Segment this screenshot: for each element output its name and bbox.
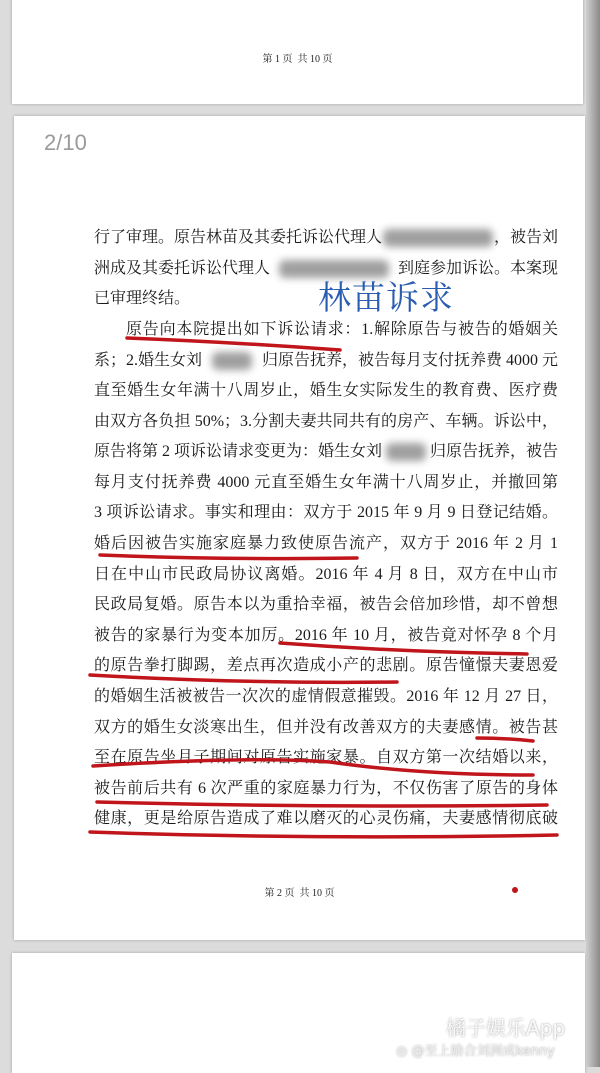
page-indicator: 2/10: [44, 130, 87, 155]
text-segment: 3 项诉讼请求。事实和理由：双方于 2015 年 9 月 9 日登记结婚。: [94, 504, 558, 522]
page-2-footer: 第 2 页 共 10 页: [264, 888, 335, 899]
text-segment: 被告前后共有 6 次严重的家庭暴力行为，不仅伤害了原告的身体: [94, 779, 558, 797]
underline: [280, 643, 527, 654]
text-segment: 洲成及其委托诉讼代理人: [94, 259, 271, 277]
watermark-account-text: @至上励合刘洲成kenny: [411, 1044, 555, 1059]
text-segment: 系；2.婚生女刘: [94, 351, 203, 369]
text-segment: 婚后因被告实施家庭暴力致使原告流产，双方于 2016 年 2 月 1: [94, 534, 558, 552]
text-segment: 民政局复婚。原告本以为重拾幸福，被告会倍加珍惜，却不曾想: [94, 596, 558, 614]
text-segment: 已审理终结。: [94, 290, 191, 308]
underline: [90, 832, 557, 837]
page-1-footer: 第 1 页 共 10 页: [262, 54, 333, 65]
text-segment: 归原告抚养，被告: [429, 443, 558, 461]
text-segment: 到庭参加诉讼。本案现: [397, 259, 558, 277]
underline: [127, 338, 340, 350]
text-segment: 归原告抚养，被告每月支付抚养费 4000 元: [261, 351, 558, 369]
text-segment: 原告向本院提出如下诉讼请求：1.解除原告与被告的婚姻关: [126, 320, 558, 338]
text-segment: 行了审理。原告林苗及其委托诉讼代理人: [94, 229, 383, 247]
text-segment: 直至婚生女年满十八周岁止，婚生女实际发生的教育费、医疗费: [94, 381, 558, 399]
weibo-icon: ◎: [396, 1044, 412, 1059]
text-segment: 日在中山市民政局协议离婚。2016 年 4 月 8 日，双方在中山市: [94, 565, 558, 583]
text-segment: 由双方各负担 50%；3.分割夫妻共同共有的房产、车辆。诉讼中，: [94, 412, 558, 430]
text-segment: ，被告刘: [493, 229, 558, 247]
text-segment: 健康，更是给原告造成了难以磨灭的心灵伤痛，夫妻感情彻底破: [94, 810, 558, 828]
text-segment: 至在原告坐月子期间对原告实施家暴。自双方第一次结婚以来，: [94, 749, 558, 767]
text-segment: 的原告拳打脚踢，差点再次造成小产的悲剧。原告憧憬夫妻恩爱: [94, 657, 558, 675]
text-segment: 的婚姻生活被被告一次次的虚情假意摧毁。2016 年 12 月 27 日，: [94, 687, 558, 705]
text-segment: 原告将第 2 项诉讼请求变更为：婚生女刘: [94, 443, 383, 461]
text-segment: 每月支付抚养费 4000 元直至婚生女年满十八周岁止，并撤回第: [94, 473, 558, 491]
underline: [477, 738, 533, 741]
underline: [100, 555, 357, 559]
text-segment: 被告的家暴行为变本加厉。2016 年 10 月，被告竟对怀孕 8 个月: [94, 626, 558, 644]
watermark-account: [396, 1040, 555, 1059]
annotation-heading: 林苗诉求: [318, 278, 454, 317]
underline: [93, 760, 533, 775]
underline: [97, 802, 547, 806]
underline: [90, 675, 397, 682]
watermark-app: 橘子娱乐App: [446, 1016, 566, 1040]
text-segment: 双方的婚生女淡寒出生，但并没有改善双方的夫妻感情。被告甚: [94, 718, 558, 736]
